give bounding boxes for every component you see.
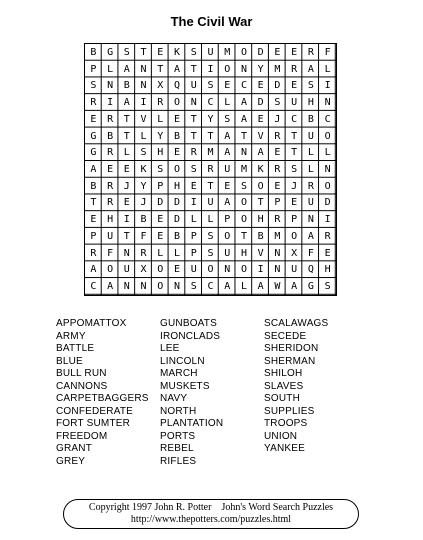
grid-letter: F xyxy=(107,247,114,259)
grid-letter: R xyxy=(107,197,114,209)
grid-letter: T xyxy=(140,46,147,58)
grid-letter: U xyxy=(107,230,114,242)
grid-letter: A xyxy=(224,281,231,293)
grid-letter: Q xyxy=(174,80,181,92)
grid-letter: T xyxy=(257,197,264,209)
grid-letter: O xyxy=(324,130,331,142)
grid-letter: Q xyxy=(307,264,314,276)
grid-letter: S xyxy=(157,163,164,175)
word-list-item: SUPPLIES xyxy=(264,405,315,417)
grid-letter: A xyxy=(224,197,231,209)
grid-letter: X xyxy=(140,264,147,276)
word-list-item: ARMY xyxy=(56,330,86,342)
grid-letter: T xyxy=(123,130,130,142)
grid-letter: T xyxy=(123,230,130,242)
grid-letter: U xyxy=(224,163,231,175)
grid-letter: A xyxy=(174,63,181,75)
grid-letter: D xyxy=(274,80,281,92)
grid-letter: S xyxy=(140,147,147,159)
grid-letter: C xyxy=(207,281,214,293)
grid-letter: N xyxy=(140,63,147,75)
grid-letter: L xyxy=(123,147,130,159)
word-list-item: GRANT xyxy=(56,443,92,454)
grid-letter: R xyxy=(324,230,331,242)
grid-letter: L xyxy=(157,247,164,259)
word-list-item: CANNONS xyxy=(56,380,108,392)
grid-letter: B xyxy=(307,113,314,125)
grid-letter: E xyxy=(291,197,298,209)
grid-letter: P xyxy=(274,197,281,209)
word-list-item: LEE xyxy=(160,343,180,354)
word-list-item: GREY xyxy=(56,455,86,467)
grid-letter: S xyxy=(123,46,130,58)
grid-letter: T xyxy=(190,130,197,142)
grid-letter: A xyxy=(257,147,264,159)
word-list-item: CARPETBAGGERS xyxy=(56,393,149,404)
grid-letter: P xyxy=(291,214,298,226)
grid-letter: R xyxy=(207,163,214,175)
grid-letter: G xyxy=(90,130,97,142)
footer-url: http://www.thepotters.com/puzzles.html xyxy=(130,514,292,525)
grid-letter: A xyxy=(224,147,231,159)
grid-letter: A xyxy=(90,163,97,175)
grid-letter: U xyxy=(190,264,197,276)
grid-letter: N xyxy=(224,264,231,276)
grid-letter: H xyxy=(157,147,164,159)
word-list-item: PLANTATION xyxy=(160,418,224,429)
grid-letter: Y xyxy=(257,63,264,75)
grid-letter: B xyxy=(257,230,264,242)
grid-letter: P xyxy=(224,214,231,226)
grid-letter: G xyxy=(107,46,114,58)
grid-letter: V xyxy=(257,130,264,142)
word-list-item: SHERMAN xyxy=(264,355,316,367)
grid-letter: O xyxy=(257,180,264,192)
grid-letter: U xyxy=(307,130,314,142)
grid-letter: H xyxy=(307,97,314,109)
grid-letter: E xyxy=(274,46,281,58)
word-list-column xyxy=(160,318,264,468)
grid-letter: S xyxy=(90,80,97,92)
grid-letter: A xyxy=(90,264,97,276)
grid-letter: A xyxy=(257,281,264,293)
grid-letter: L xyxy=(174,247,181,259)
grid-letter: L xyxy=(190,214,197,226)
grid-letter: R xyxy=(90,247,97,259)
grid-letter: D xyxy=(257,46,264,58)
grid-letter: I xyxy=(190,197,197,209)
grid-letter: B xyxy=(90,46,97,58)
grid-letter: S xyxy=(190,281,197,293)
grid-letter: D xyxy=(174,214,181,226)
grid-letter: Y xyxy=(157,130,164,142)
grid-letter: L xyxy=(207,214,214,226)
grid-letter: H xyxy=(174,180,181,192)
grid-letter: U xyxy=(307,197,314,209)
grid-letter: O xyxy=(240,46,247,58)
grid-letter: B xyxy=(90,180,97,192)
grid-letter: O xyxy=(324,180,331,192)
grid-letter: N xyxy=(174,281,181,293)
word-list-item: SHERIDON xyxy=(264,343,319,354)
grid-letter: E xyxy=(123,197,130,209)
grid-letter: O xyxy=(174,163,181,175)
grid-letter: U xyxy=(123,264,130,276)
grid-letter: E xyxy=(257,113,264,125)
grid-letter: U xyxy=(207,46,214,58)
grid-letter: U xyxy=(291,264,298,276)
word-list-item: BATTLE xyxy=(56,343,95,354)
puzzle-title: The Civil War xyxy=(170,14,253,29)
grid-letter: D xyxy=(174,197,181,209)
grid-letter: S xyxy=(224,113,231,125)
word-list-item: TROOPS xyxy=(264,418,308,429)
grid-letter: L xyxy=(240,281,247,293)
grid-letter: M xyxy=(274,230,281,242)
grid-letter: N xyxy=(190,97,197,109)
grid-letter: R xyxy=(190,147,197,159)
grid-letter: H xyxy=(324,264,331,276)
grid-letter: E xyxy=(257,80,264,92)
grid-letter: B xyxy=(123,80,130,92)
grid-letter: N xyxy=(240,147,247,159)
grid-letter: E xyxy=(274,180,281,192)
grid-letter: R xyxy=(107,113,114,125)
grid-letter: D xyxy=(157,197,164,209)
word-list-item: NAVY xyxy=(160,393,188,404)
word-list-item: UNION xyxy=(264,430,298,442)
grid-letter: N xyxy=(140,281,147,293)
grid-letter: I xyxy=(123,214,130,226)
grid-letter: R xyxy=(307,180,314,192)
grid-letter: R xyxy=(274,163,281,175)
grid-letter: C xyxy=(240,80,247,92)
grid-letter: C xyxy=(291,113,298,125)
word-list-item: SOUTH xyxy=(264,393,300,404)
grid-letter: N xyxy=(240,63,247,75)
grid-letter: F xyxy=(324,46,331,58)
grid-letter: E xyxy=(324,247,331,259)
grid-letter: A xyxy=(224,130,231,142)
grid-letter: T xyxy=(207,180,214,192)
grid-letter: N xyxy=(123,281,130,293)
grid-letter: D xyxy=(324,197,331,209)
grid-letter: N xyxy=(274,247,281,259)
grid-letter: E xyxy=(174,113,181,125)
grid-letter: E xyxy=(157,214,164,226)
brand-text: John's Word Search Puzzles xyxy=(221,502,334,513)
word-list xyxy=(56,318,376,468)
grid-letter: R xyxy=(291,63,298,75)
grid-letter: R xyxy=(274,130,281,142)
grid-letter: S xyxy=(207,247,214,259)
grid-letter: O xyxy=(224,63,231,75)
grid-letter: E xyxy=(291,80,298,92)
grid-letter: O xyxy=(240,197,247,209)
grid-letter: A xyxy=(307,230,314,242)
grid-letter: C xyxy=(324,113,331,125)
grid-letter: J xyxy=(123,180,130,192)
grid-letter: A xyxy=(107,281,114,293)
grid-letter: P xyxy=(157,180,164,192)
grid-letter: L xyxy=(107,63,114,75)
grid-letter: K xyxy=(257,163,264,175)
grid-letter: I xyxy=(324,80,331,92)
grid-letter: T xyxy=(90,197,97,209)
grid-letter: B xyxy=(140,214,147,226)
grid-letter: T xyxy=(291,130,298,142)
grid-letter: A xyxy=(307,63,314,75)
grid-letter: N xyxy=(274,264,281,276)
grid-letter: W xyxy=(274,281,281,293)
grid-letter: L xyxy=(324,63,331,75)
grid-letter: E xyxy=(190,180,197,192)
word-list-item: BLUE xyxy=(56,355,83,367)
grid-letter: R xyxy=(157,97,164,109)
grid-letter: O xyxy=(157,264,164,276)
grid-letter: J xyxy=(140,197,147,209)
grid-letter: P xyxy=(90,63,97,75)
grid-letter: U xyxy=(291,97,298,109)
grid-letter: V xyxy=(140,113,147,125)
grid-letter: A xyxy=(123,63,130,75)
word-list-item: MARCH xyxy=(160,368,198,379)
grid-letter: S xyxy=(240,180,247,192)
grid-letter: N xyxy=(123,247,130,259)
grid-letter: K xyxy=(174,46,181,58)
grid-letter: T xyxy=(190,113,197,125)
grid-letter: T xyxy=(190,63,197,75)
grid-letter: E xyxy=(174,264,181,276)
grid-letter: E xyxy=(157,46,164,58)
word-list-item: FORT SUMTER xyxy=(56,418,131,429)
grid-letter: R xyxy=(274,214,281,226)
grid-letter: S xyxy=(207,80,214,92)
copyright-text: Copyright 1997 John R. Potter xyxy=(88,502,212,513)
word-list-item: NORTH xyxy=(160,405,197,417)
word-list-item: REBEL xyxy=(160,443,194,454)
grid-letter: U xyxy=(207,197,214,209)
grid-letter: T xyxy=(207,130,214,142)
grid-letter: I xyxy=(207,63,214,75)
word-list-item: YANKEE xyxy=(264,443,306,454)
grid-letter: M xyxy=(274,63,281,75)
grid-letter: T xyxy=(291,147,298,159)
word-list-item: RIFLES xyxy=(160,455,197,467)
grid-letter: E xyxy=(157,230,164,242)
grid-letter: O xyxy=(174,97,181,109)
grid-letter: E xyxy=(174,147,181,159)
grid-letter: C xyxy=(207,97,214,109)
grid-letter: B xyxy=(174,130,181,142)
grid-letter: R xyxy=(107,180,114,192)
grid-letter: O xyxy=(224,230,231,242)
grid-letter: N xyxy=(140,80,147,92)
grid-letter: T xyxy=(240,130,247,142)
grid-letter: E xyxy=(224,80,231,92)
grid-letter: S xyxy=(207,230,214,242)
grid-letter: J xyxy=(291,180,298,192)
grid-letter: H xyxy=(257,214,264,226)
word-list-item: CONFEDERATE xyxy=(56,405,134,417)
word-list-item: MUSKETS xyxy=(160,380,210,392)
word-list-column xyxy=(264,318,374,468)
grid-letter: T xyxy=(157,63,164,75)
grid-letter: F xyxy=(307,247,314,259)
footer-credit-line xyxy=(89,502,333,514)
grid-letter: R xyxy=(107,147,114,159)
grid-letter: A xyxy=(240,97,247,109)
grid-letter: R xyxy=(90,97,97,109)
grid-letter: G xyxy=(307,281,314,293)
word-list-item: SECEDE xyxy=(264,330,307,342)
word-list-item: BULL RUN xyxy=(56,368,107,379)
grid-letter: O xyxy=(240,264,247,276)
grid-letter: I xyxy=(324,214,331,226)
grid-letter: R xyxy=(307,46,314,58)
grid-letter: P xyxy=(90,230,97,242)
grid-letter: S xyxy=(324,281,331,293)
grid-letter: E xyxy=(274,147,281,159)
grid-letter: J xyxy=(274,113,281,125)
grid-letter: S xyxy=(190,163,197,175)
grid-letter: L xyxy=(224,97,231,109)
word-list-item: SLAVES xyxy=(264,380,304,392)
grid-letter: A xyxy=(123,97,130,109)
grid-letter: P xyxy=(190,247,197,259)
grid-letter: L xyxy=(157,113,164,125)
grid-letter: A xyxy=(240,113,247,125)
word-list-item: FREEDOM xyxy=(56,430,108,442)
grid-letter: Y xyxy=(207,113,214,125)
grid-letter: L xyxy=(324,147,331,159)
grid-letter: D xyxy=(257,97,264,109)
grid-letter: M xyxy=(207,147,214,159)
grid-letter: T xyxy=(240,230,247,242)
grid-letter: M xyxy=(224,46,231,58)
grid-letter: I xyxy=(140,97,147,109)
grid-letter: L xyxy=(140,130,147,142)
word-list-item: SCALAWAGS xyxy=(264,318,329,329)
grid-letter: L xyxy=(307,163,314,175)
grid-letter: E xyxy=(224,180,231,192)
grid-letter: N xyxy=(324,97,331,109)
word-list-item: SHILOH xyxy=(264,368,303,379)
grid-letter: S xyxy=(291,163,298,175)
grid-letter: S xyxy=(307,80,314,92)
grid-letter: S xyxy=(274,97,281,109)
word-list-item: GUNBOATS xyxy=(160,318,217,329)
word-list-item: IRONCLADS xyxy=(160,330,221,342)
grid-letter: N xyxy=(307,214,314,226)
grid-letter: H xyxy=(240,247,247,259)
grid-letter: A xyxy=(291,281,298,293)
grid-letter: E xyxy=(123,163,130,175)
grid-letter: O xyxy=(291,230,298,242)
word-list-item: LINCOLN xyxy=(160,355,205,367)
grid-letter: N xyxy=(324,163,331,175)
grid-letter: T xyxy=(123,113,130,125)
grid-letter: K xyxy=(140,163,147,175)
grid-letter: E xyxy=(107,163,114,175)
word-list-item: PORTS xyxy=(160,430,196,442)
grid-letter: X xyxy=(157,80,164,92)
grid-letter: B xyxy=(174,230,181,242)
grid-letter: E xyxy=(291,46,298,58)
grid-letter: M xyxy=(240,163,247,175)
grid-letter: P xyxy=(190,230,197,242)
grid-letter: V xyxy=(257,247,264,259)
grid-letter: U xyxy=(224,247,231,259)
grid-letter: E xyxy=(90,214,97,226)
grid-letter: O xyxy=(240,214,247,226)
grid-letter: F xyxy=(140,230,147,242)
grid-letter: N xyxy=(107,80,114,92)
grid-letter: O xyxy=(207,264,214,276)
grid-letter: E xyxy=(90,113,97,125)
word-list-item: APPOMATTOX xyxy=(56,318,127,329)
grid-letter: O xyxy=(157,281,164,293)
grid-letter: R xyxy=(140,247,147,259)
grid-letter: G xyxy=(90,147,97,159)
grid-letter: H xyxy=(107,214,114,226)
grid-letter: S xyxy=(190,46,197,58)
grid-letter: C xyxy=(90,281,97,293)
word-list-column xyxy=(56,318,160,468)
grid-letter: U xyxy=(190,80,197,92)
grid-letter: Y xyxy=(140,180,147,192)
grid-letter: O xyxy=(107,264,114,276)
grid-letter: B xyxy=(107,130,114,142)
word-search-grid xyxy=(84,43,337,296)
grid-letter: I xyxy=(257,264,264,276)
grid-letter: X xyxy=(291,247,298,259)
grid-letter: I xyxy=(107,97,114,109)
grid-letter: L xyxy=(307,147,314,159)
footer-credit-box xyxy=(63,499,359,529)
